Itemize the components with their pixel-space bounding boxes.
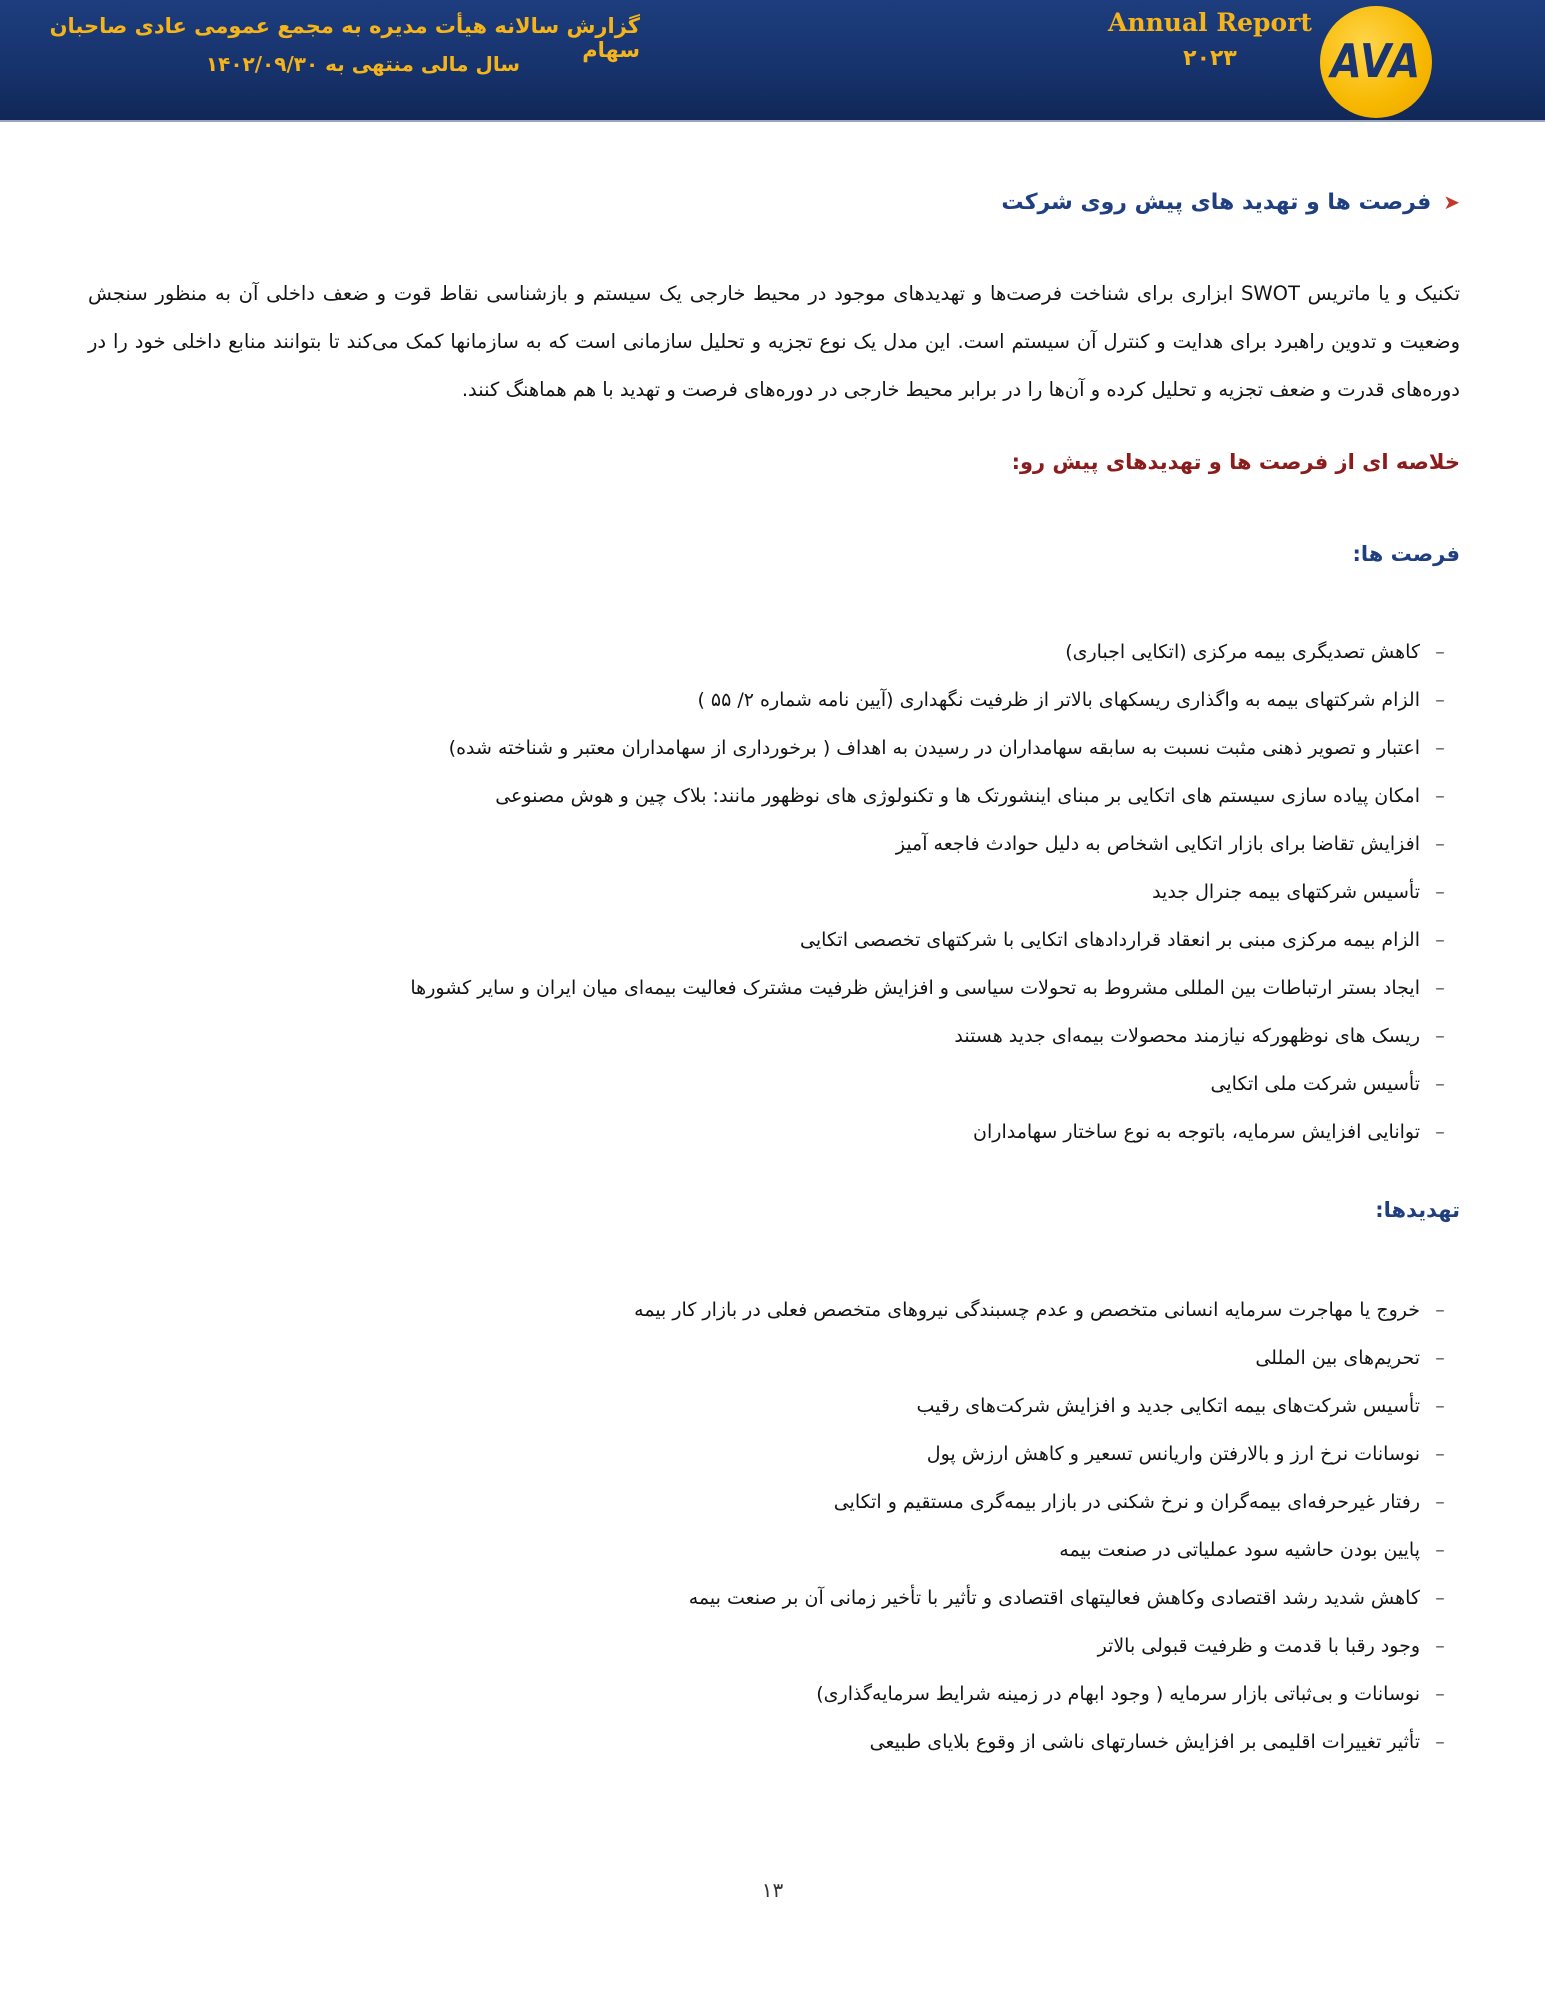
list-item [88, 1108, 1460, 1156]
list-item-text: رفتار غیرحرفه‌ای بیمه‌گران و نرخ شکنی در بازار بیمه‌گری مستقیم و اتکایی [833, 1491, 1420, 1513]
list-item-text: نوسانات نرخ ارز و بالارفتن واریانس تسعیر و کاهش ارزش پول [926, 1443, 1420, 1465]
list-item-text: ریسک های نوظهورکه نیازمند محصولات بیمه‌ای جدید هستند [954, 1025, 1420, 1047]
list-item [88, 724, 1460, 772]
list-item-text: الزام شرکتهای بیمه به واگذاری ریسکهای بالاتر از ظرفیت نگهداری (آیین نامه شماره ۲/ ۵۵ ) [697, 689, 1420, 711]
threats-list [88, 1286, 1460, 1766]
dash-marker: – [1435, 737, 1445, 759]
summary-title: خلاصه ای از فرصت ها و تهدیدهای پیش رو: [1011, 450, 1460, 474]
opportunities-list [88, 628, 1460, 1156]
list-item [88, 1574, 1460, 1622]
opportunities-title: فرصت ها: [1352, 542, 1460, 566]
list-item-text: کاهش شدید رشد اقتصادی وکاهش فعالیتهای اقتصادی و تأثیر با تأخیر زمانی آن بر صنعت بیمه [688, 1587, 1420, 1609]
list-item-text: افزایش تقاضا برای بازار اتکایی اشخاص به دلیل حوادث فاجعه آمیز [895, 833, 1420, 855]
dash-marker: – [1435, 1395, 1445, 1417]
list-item [88, 1060, 1460, 1108]
intro-paragraph: تکنیک و یا ماتریس SWOT ابزاری برای شناخت فرصت‌ها و تهدیدهای موجود در محیط خارجی یک سیستم و بازشناسی نقاط قوت و ضعف داخلی آن به منظور سنجش وضعیت و تدوین راهبرد برای هدایت و کنترل آن سیستم است. این مدل یک نوع تجزیه و تحلیل سازمانی است که به سازمانها کمک می‌کند تا بتوانند منابع داخلی خود را در دوره‌های قدرت و ضعف تجزیه و تحلیل کرده و آن‌ها را در برابر محیط خارجی در دوره‌های فرصت و تهدید با هم هماهنگ کنند. [88, 282, 1461, 401]
dash-marker: – [1435, 1587, 1445, 1609]
dash-marker: – [1435, 1025, 1445, 1047]
dash-marker: – [1435, 785, 1445, 807]
list-item [88, 772, 1460, 820]
dash-marker: – [1435, 641, 1445, 663]
list-item-text: تأسیس شرکت ملی اتکایی [1210, 1073, 1420, 1095]
list-item [88, 868, 1460, 916]
dash-marker: – [1435, 881, 1445, 903]
report-header [0, 0, 1545, 122]
header-report-title-fa: گزارش سالانه هیأت مدیره به مجمع عمومی عادی صاحبان سهام [49, 14, 640, 62]
list-item [88, 1526, 1460, 1574]
list-item [88, 676, 1460, 724]
dash-marker: – [1435, 977, 1445, 999]
list-item-text: کاهش تصدیگری بیمه مرکزی (اتکایی اجباری) [1065, 641, 1420, 663]
arrowhead-bullet-icon: ➤ [1443, 190, 1460, 214]
list-item-text: تأسیس شرکتهای بیمه جنرال جدید [1152, 881, 1420, 903]
list-item-text: ایجاد بستر ارتباطات بین المللی مشروط به تحولات سیاسی و افزایش ظرفیت مشترک فعالیت بیمه‌ای میان ایران و سایر کشورها [410, 977, 1420, 999]
list-item [88, 1478, 1460, 1526]
list-item [88, 1334, 1460, 1382]
dash-marker: – [1435, 833, 1445, 855]
list-item-text: تأسیس شرکت‌های بیمه اتکایی جدید و افزایش شرکت‌های رقیب [916, 1395, 1420, 1417]
dash-marker: – [1435, 1731, 1445, 1753]
dash-marker: – [1435, 1347, 1445, 1369]
list-item-text: توانایی افزایش سرمایه، باتوجه به نوع ساختار سهامداران [973, 1121, 1420, 1143]
threats-title: تهدیدها: [1375, 1198, 1460, 1222]
list-item-text: خروج یا مهاجرت سرمایه انسانی متخصص و عدم چسبندگی نیروهای متخصص فعلی در بازار کار بیمه [634, 1299, 1420, 1321]
list-item [88, 1430, 1460, 1478]
dash-marker: – [1435, 1635, 1445, 1657]
list-item [88, 1382, 1460, 1430]
logo-text: AVA [1330, 35, 1422, 89]
list-item [88, 1718, 1460, 1766]
list-item [88, 1286, 1460, 1334]
ava-logo [1320, 6, 1432, 118]
list-item-text: تحریم‌های بین المللی [1255, 1347, 1420, 1369]
dash-marker: – [1435, 1443, 1445, 1465]
list-item [88, 628, 1460, 676]
dash-marker: – [1435, 1683, 1445, 1705]
dash-marker: – [1435, 1073, 1445, 1095]
dash-marker: – [1435, 1121, 1445, 1143]
page-number: ۱۳ [761, 1878, 784, 1902]
dash-marker: – [1435, 1299, 1445, 1321]
list-item [88, 1012, 1460, 1060]
list-item-text: الزام بیمه مرکزی مبنی بر انعقاد قراردادهای اتکایی با شرکتهای تخصصی اتکایی [800, 929, 1420, 951]
section-title [88, 190, 1460, 215]
list-item-text: وجود رقبا با قدمت و ظرفیت قبولی بالاتر [1097, 1635, 1420, 1657]
section-title-text: فرصت ها و تهدید های پیش روی شرکت [1001, 190, 1432, 215]
list-item [88, 820, 1460, 868]
dash-marker: – [1435, 929, 1445, 951]
list-item [88, 916, 1460, 964]
annual-report-title: Annual Report [1108, 8, 1312, 37]
dash-marker: – [1435, 689, 1445, 711]
header-fiscal-year: سال مالی منتهی به ۱۴۰۲/۰۹/۳۰ [205, 52, 520, 76]
dash-marker: – [1435, 1491, 1445, 1513]
list-item-text: اعتبار و تصویر ذهنی مثبت نسبت به سابقه سهامداران در رسیدن به اهداف ( برخورداری از سهامداران معتبر و شناخته شده) [448, 737, 1420, 759]
list-item [88, 1622, 1460, 1670]
list-item-text: تأثیر تغییرات اقلیمی بر افزایش خسارتهای ناشی از وقوع بلایای طبیعی [869, 1731, 1420, 1753]
list-item-text: پایین بودن حاشیه سود عملیاتی در صنعت بیمه [1059, 1539, 1420, 1561]
dash-marker: – [1435, 1539, 1445, 1561]
annual-report-year: ۲۰۲۳ [1183, 46, 1237, 71]
list-item [88, 1670, 1460, 1718]
list-item-text: امکان پیاده سازی سیستم های اتکایی بر مبنای اینشورتک ها و تکنولوژی های نوظهور مانند: بلاک چین و هوش مصنوعی [495, 785, 1420, 807]
header-divider [0, 120, 1545, 122]
list-item [88, 964, 1460, 1012]
list-item-text: نوسانات و بی‌ثباتی بازار سرمایه ( وجود ابهام در زمینه شرایط سرمایه‌گذاری) [816, 1683, 1420, 1705]
